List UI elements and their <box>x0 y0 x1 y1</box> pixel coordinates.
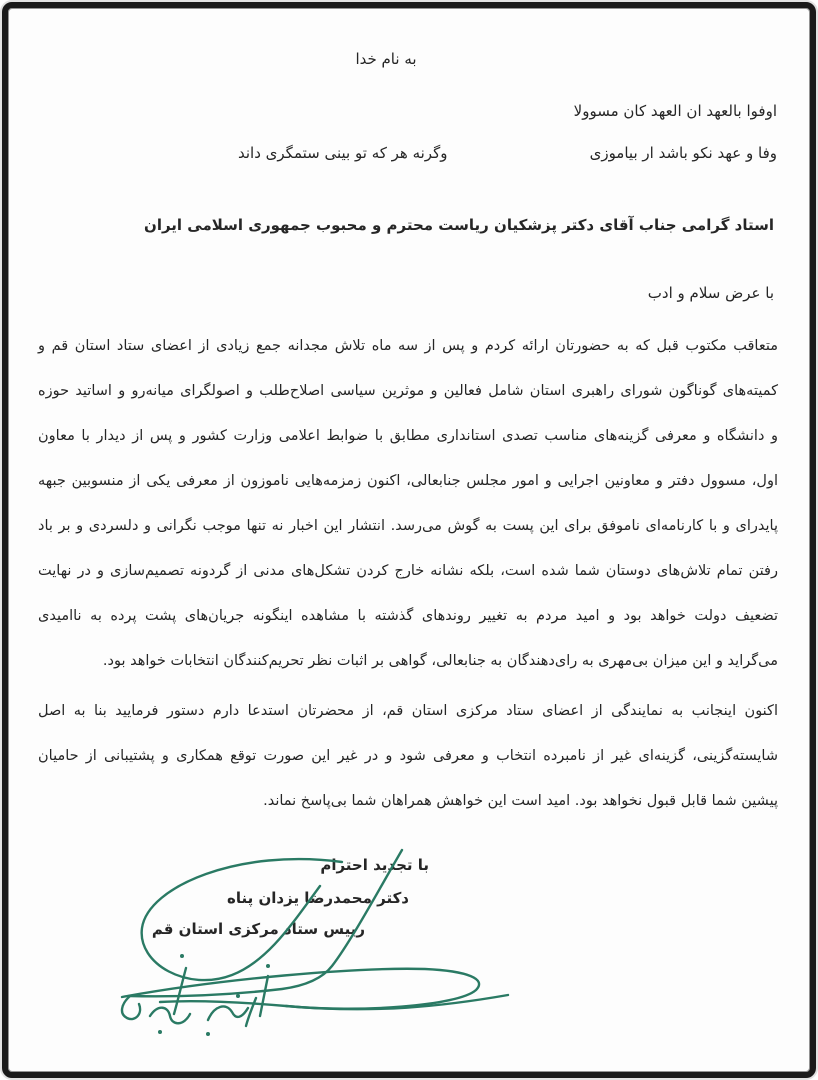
handwritten-signature <box>90 846 520 1051</box>
signature-stroke <box>286 995 508 1009</box>
paragraph-line: و دانشگاه و معرفی گزینه‌های مناسب تصدی استانداری مطابق با ضوابط اعلامی وزارت کشور و پس از دیدار با معاون <box>38 428 778 444</box>
signature-strokes <box>122 850 508 1026</box>
salutation-heading: استاد گرامی جناب آقای دکتر پزشکیان ریاست محترم و محبوب جمهوری اسلامی ایران <box>144 216 774 234</box>
signer-title: رییس ستاد مرکزی استان قم <box>151 920 365 938</box>
signature-stroke <box>130 850 402 996</box>
signature-stroke <box>122 996 140 1019</box>
couplet-first-hemistich: وفا و عهد نکو باشد ار بیاموزی <box>589 144 777 162</box>
signature-stroke <box>142 859 342 980</box>
signature-dot <box>206 1032 210 1036</box>
signature-stroke <box>260 976 268 1016</box>
bismillah-line: به نام خدا <box>355 50 417 68</box>
signature-stroke <box>150 1008 190 1024</box>
signature-dot <box>180 954 184 958</box>
paragraph-line: اکنون اینجانب به نمایندگی از اعضای ستاد مرکزی استان قم، از محضرتان استدعا دارم دستور فرمایید بنا به اصل <box>38 703 778 719</box>
paragraph-line: شایسته‌گزینی، گزینه‌ای غیر از نامبرده انتخاب و معرفی شود و در غیر این صورت توقع همکاری و پشتیبانی از حامیان <box>38 748 778 764</box>
greeting-line: با عرض سلام و ادب <box>647 284 774 302</box>
body-paragraph-1 <box>38 324 778 684</box>
closing-respect-line: با تجدید احترام <box>320 856 429 874</box>
paragraph-line: پایدرای و با کارنامه‌ای ناموفق برای این پست به گوش می‌رسد. انتشار این اخبار نه تنها موجب نگرانی و دلسردی و بر باد <box>38 518 778 534</box>
epigraph-quran-line: اوفوا بالعهد ان العهد كان مسوولا <box>573 102 777 120</box>
signature-stroke <box>208 1006 248 1020</box>
paragraph-line: می‌گراید و این میزان بی‌مهری به رای‌دهندگان به جنابعالی، گواهی بر اثبات نظر تحریم‌کنندگان انتخابات خواهد بود. <box>102 653 778 669</box>
signature-dot <box>236 994 240 998</box>
letter-page <box>2 2 816 1078</box>
paragraph-line: کمیته‌های گوناگون شورای راهبری استان شامل فعالین و موثرین سیاسی اصلاح‌طلب و اصولگرای میانه‌رو و اساتید حوزه <box>38 383 778 399</box>
paragraph-line: متعاقب مکتوب قبل که به حضورتان ارائه کردم و پس از سه ماه تلاش مجدانه جمع زیادی از اعضای ستاد استان قم و <box>38 338 778 354</box>
paragraph-line: رفتن تمام تلاش‌های دوستان شما شده است، بلکه نشانه خارج کردن تشکل‌های مدنی از گردونه تصمیم‌سازی و در نهایت <box>38 563 778 579</box>
paragraph-line: تضعیف دولت خواهد بود و امید مردم به تغییر روندهای گذشته با مشاهده اینگونه جریان‌های پشت پرده به ناامیدی <box>38 608 778 624</box>
paragraph-line: اول، مسوول دفتر و معاونین اجرایی و امور مجلس جنابعالی، اکنون زمزمه‌هایی ناموزون از معرفی یکی از منسوبین جبهه <box>38 473 778 489</box>
couplet-second-hemistich: وگرنه هر که تو بینی ستمگری داند <box>238 144 448 162</box>
signature-dot <box>158 1030 162 1034</box>
signer-name: دکتر محمدرضا یزدان پناه <box>227 889 409 907</box>
signature-dot <box>266 964 270 968</box>
epigraph-couplet <box>238 144 777 162</box>
body-paragraph-2 <box>38 689 778 824</box>
paragraph-line: پیشین شما قابل قبول نخواهد بود. امید است این خواهش همراهان شما بی‌پاسخ نماند. <box>263 793 778 809</box>
